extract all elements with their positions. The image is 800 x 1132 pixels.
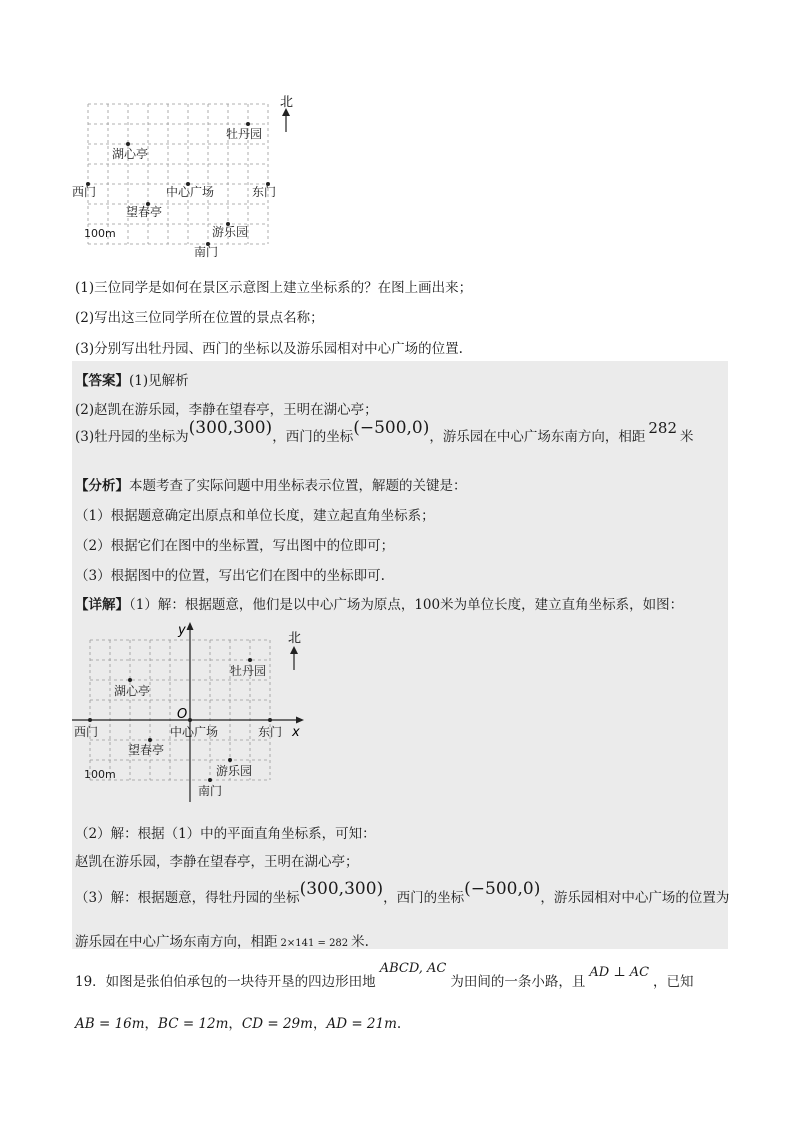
wangchun-label: 望春亭 xyxy=(126,205,163,219)
nanmen-label-2: 南门 xyxy=(198,784,223,798)
ximen-point-2 xyxy=(88,718,92,722)
q19-line-1 xyxy=(75,961,694,990)
north-label-2: 北 xyxy=(288,631,302,646)
coord-ximen: (−500,0) xyxy=(353,418,430,438)
analysis-step-3: （3）根据图中的位置，写出它们在图中的坐标即可. xyxy=(75,568,385,584)
huxin-label-2: 湖心亭 xyxy=(114,684,151,698)
coordinate-diagram xyxy=(70,618,310,808)
origin-label: O xyxy=(177,707,188,722)
detail-calc: 2×141 = 282 xyxy=(280,938,349,949)
nanmen-point-2 xyxy=(208,778,212,782)
youle-point-2 xyxy=(228,758,232,762)
q19-ad: AD = 21m xyxy=(326,1016,397,1032)
answer-line-2: (2)赵凯在游乐园，李静在望春亭，王明在湖心亭； xyxy=(75,402,378,418)
answer-tag: 【答案】 xyxy=(75,373,129,389)
question-1: (1)三位同学是如何在景区示意图上建立坐标系的？在图上画出来； xyxy=(75,280,473,296)
answer-a1: (1)见解析 xyxy=(129,373,189,389)
analysis-line xyxy=(75,474,467,494)
q19-m2: AD ⊥ AC xyxy=(589,965,650,980)
youle-label-2: 游乐园 xyxy=(216,764,253,778)
answer-a3-pre: (3)牡丹园的坐标为 xyxy=(75,429,189,445)
detail-line-2b: 赵凯在游乐园，李静在望春亭，王明在湖心亭； xyxy=(75,854,359,870)
q19-text1: 19．如图是张伯伯承包的一块待开垦的四边形田地 xyxy=(75,974,376,990)
q19-line-2: AB = 16m，BC = 12m，CD = 29m，AD = 21m. xyxy=(75,1016,402,1032)
q19-text3: ，已知 xyxy=(653,974,694,990)
analysis-intro: 本题考查了实际问题中用坐标表示位置，解题的关键是： xyxy=(129,478,467,494)
coord-mudan: (300,300) xyxy=(188,418,273,438)
answer-line-3 xyxy=(75,418,694,446)
analysis-tag: 【分析】 xyxy=(75,478,129,494)
q19-m1: ABCD, AC xyxy=(379,961,447,976)
ximen-label: 西门 xyxy=(72,185,97,199)
zhongxin-label: 中心广场 xyxy=(166,185,215,199)
youle-label: 游乐园 xyxy=(212,225,249,239)
analysis-step-1: （1）根据题意确定出原点和单位长度，建立起直角坐标系； xyxy=(75,508,435,524)
mudan-label-2: 牡丹园 xyxy=(230,664,267,678)
nanmen-label: 南门 xyxy=(194,245,219,259)
detail-line-3b xyxy=(75,930,369,950)
wangchun-label-2: 望春亭 xyxy=(128,743,165,757)
scenic-map-diagram xyxy=(70,92,300,262)
detail-line-2: （2）解：根据（1）中的平面直角坐标系，可知： xyxy=(75,826,376,842)
x-axis-label: x xyxy=(292,725,300,740)
answer-a3-mid2: ，游乐园在中心广场东南方向，相距 xyxy=(429,429,646,445)
detail-coord-ximen: (−500,0) xyxy=(464,879,541,899)
detail-coord-mudan: (300,300) xyxy=(299,879,384,899)
question-3: (3)分别写出牡丹园、西门的坐标以及游乐园相对中心广场的位置. xyxy=(75,341,463,357)
detail-d3-pre: （3）解：根据题意，得牡丹园的坐标 xyxy=(75,890,300,906)
detail-line-3 xyxy=(75,879,730,907)
q19-cd: CD = 29m xyxy=(241,1016,313,1032)
detail-d3-mid: ，西门的坐标 xyxy=(383,890,465,906)
answer-a3-mid: ，西门的坐标 xyxy=(272,429,354,445)
q19-bc: BC = 12m xyxy=(158,1016,229,1032)
mudan-point xyxy=(246,122,250,126)
detail-d1: （1）解：根据题意，他们是以中心广场为原点，100米为单位长度，建立直角坐标系，如图： xyxy=(129,597,684,613)
q19-ab: AB = 16m xyxy=(75,1016,145,1032)
answer-line-1 xyxy=(75,369,189,389)
dongmen-label-2: 东门 xyxy=(258,725,283,739)
q19-text2: 为田间的一条小路，且 xyxy=(450,974,586,990)
ximen-label-2: 西门 xyxy=(74,725,99,739)
y-axis-label: y xyxy=(178,623,186,638)
north-label: 北 xyxy=(280,95,294,110)
huxin-label: 湖心亭 xyxy=(112,147,149,161)
dongmen-point-2 xyxy=(268,718,272,722)
detail-d3-line2: 游乐园在中心广场东南方向，相距 xyxy=(75,934,278,950)
mudan-label: 牡丹园 xyxy=(226,127,263,141)
answer-dist: 282 xyxy=(648,419,678,437)
detail-d3-tail: 米. xyxy=(351,934,369,950)
detail-d3-end: ，游乐园相对中心广场的位置为 xyxy=(540,890,730,906)
detail-line-1 xyxy=(75,593,683,613)
question-2: (2)写出这三位同学所在位置的景点名称； xyxy=(75,310,324,326)
dongmen-label: 东门 xyxy=(252,185,277,199)
detail-tag: 【详解】 xyxy=(75,597,129,613)
zhongxin-label-2: 中心广场 xyxy=(170,725,219,739)
scale-label: 100m xyxy=(84,227,116,240)
wangchun-point-2 xyxy=(148,738,152,742)
mudan-point-2 xyxy=(248,658,252,662)
scale-label-2: 100m xyxy=(84,768,116,781)
huxin-point-2 xyxy=(128,678,132,682)
huxin-point xyxy=(126,142,130,146)
zhongxin-point-2 xyxy=(188,718,192,722)
analysis-step-2: （2）根据它们在图中的坐标置，写出图中的位即可； xyxy=(75,538,395,554)
answer-a3-end: 米 xyxy=(680,429,694,445)
